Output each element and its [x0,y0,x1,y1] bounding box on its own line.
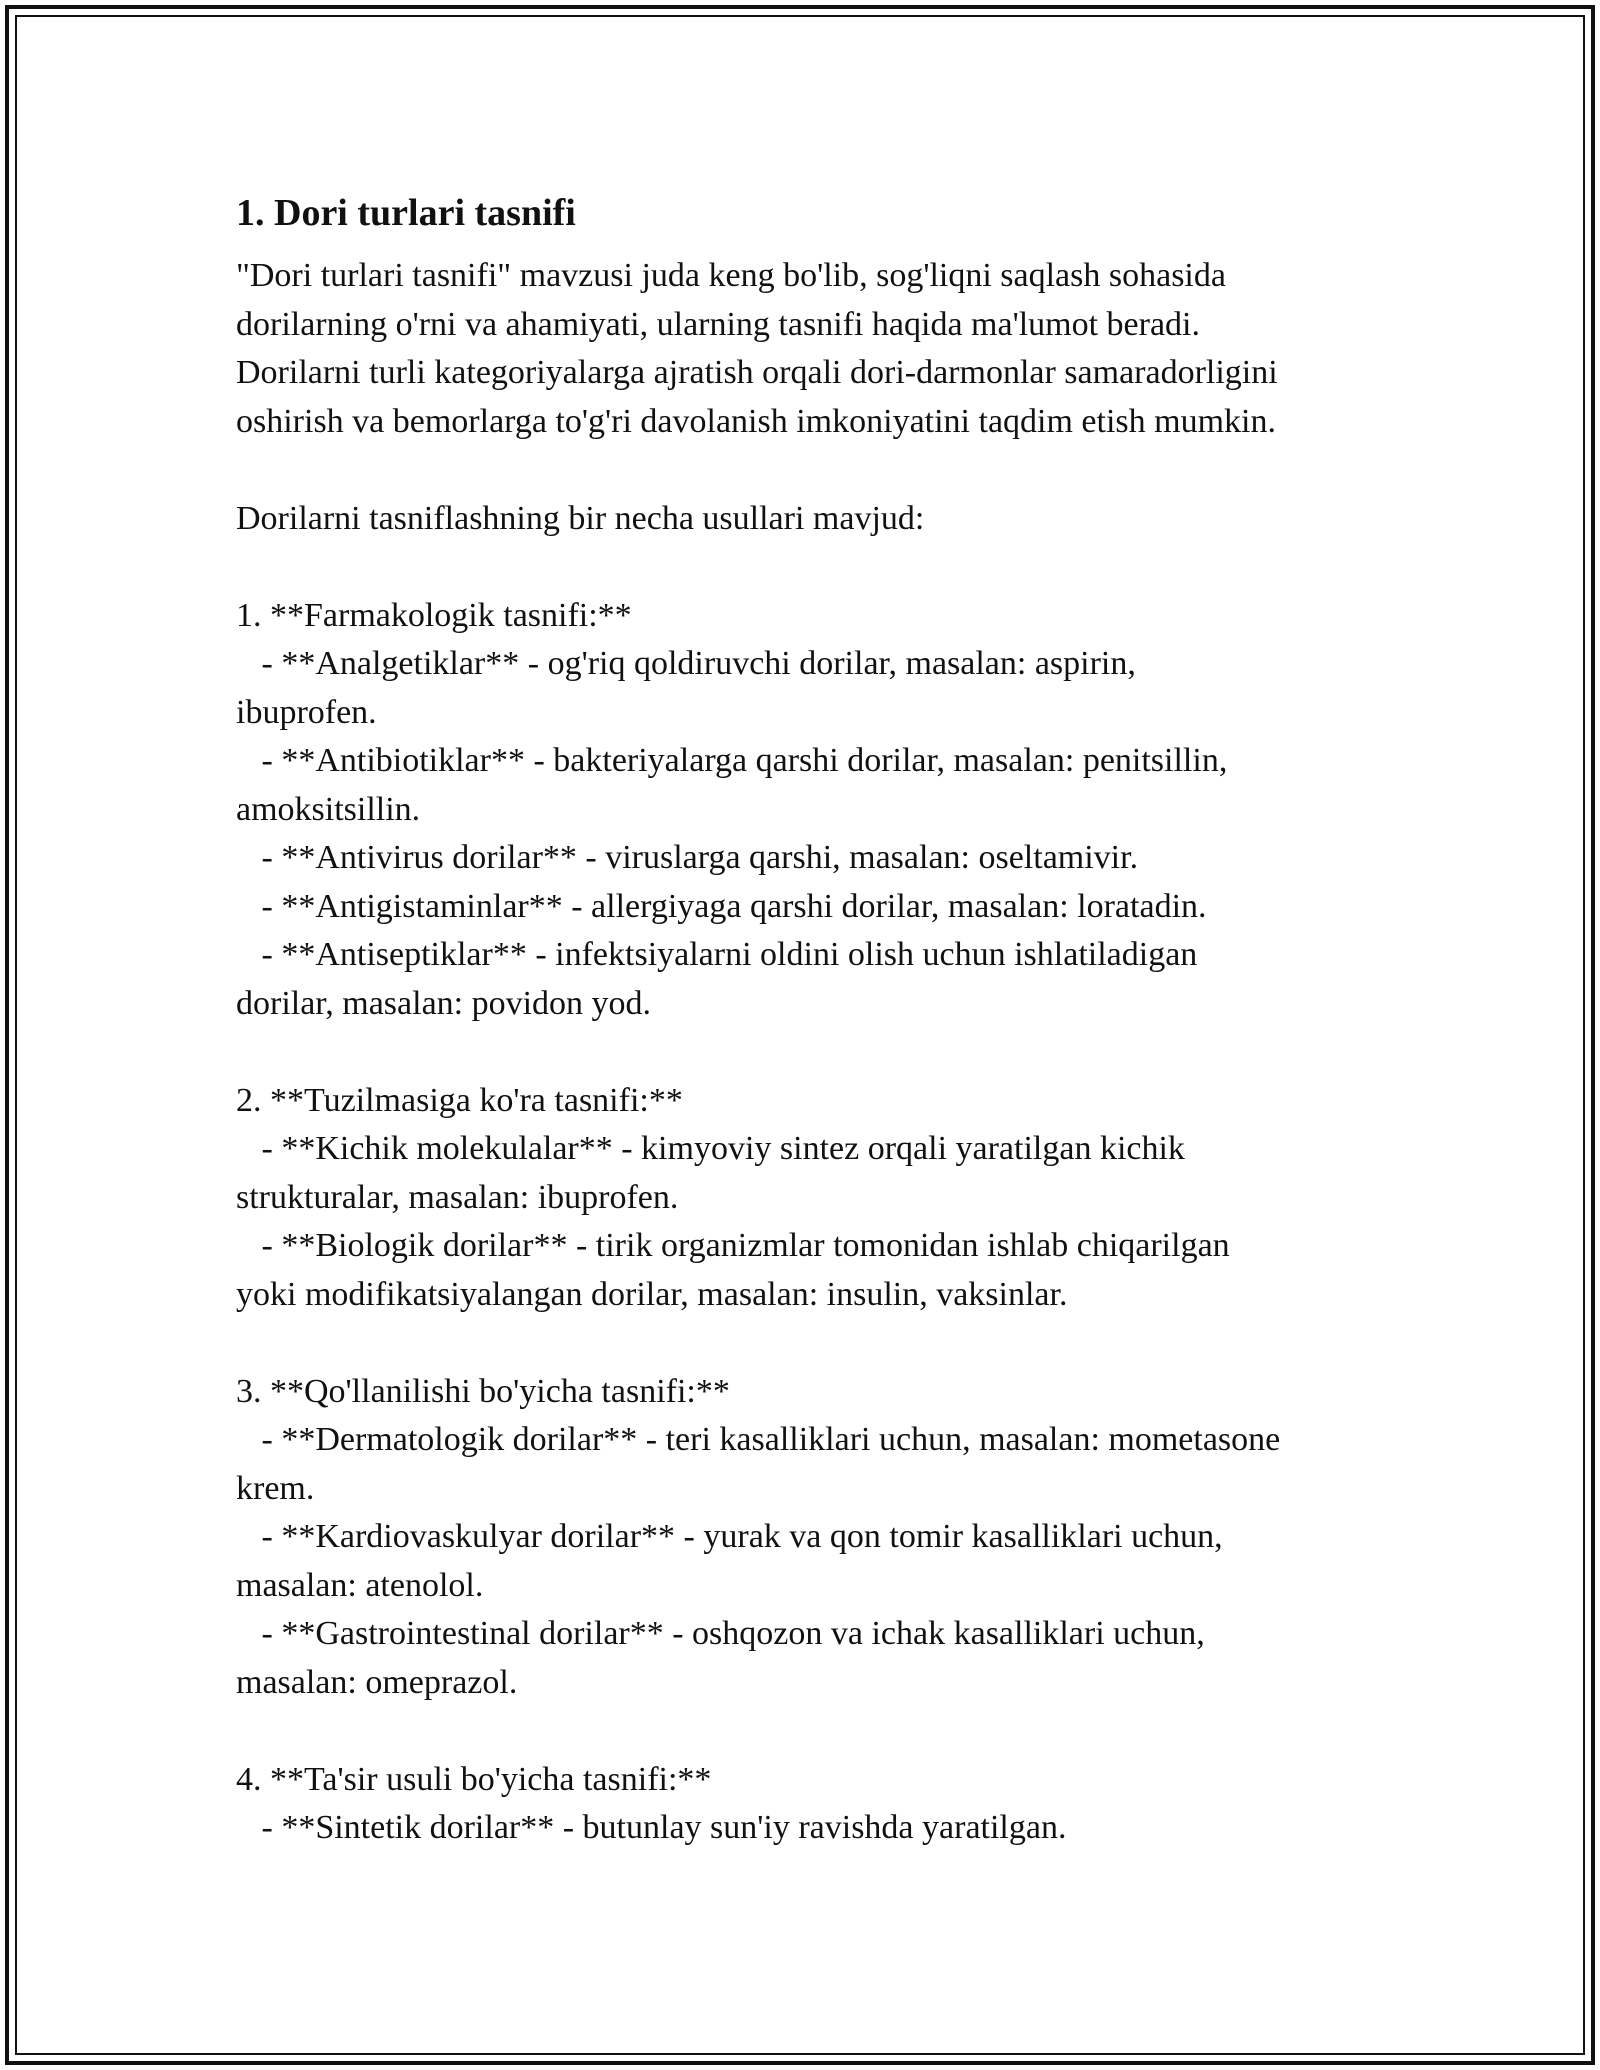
text-line: - **Biologik dorilar** - tirik organizmlar tomonidan ishlab chiqarilgan [236,1227,1230,1264]
text-line: krem. [236,1469,315,1507]
text-line: masalan: atenolol. [236,1566,484,1604]
text-line: - **Antigistaminlar** - allergiyaga qarshi dorilar, masalan: loratadin. [236,887,1207,925]
text-line: - **Gastrointestinal dorilar** - oshqozon va ichak kasalliklari uchun, [236,1615,1205,1652]
blank-line [236,1028,1386,1077]
blank-line [236,543,1386,592]
text-line: 1. **Farmakologik tasnifi:** [236,596,632,634]
blank-line [236,1707,1386,1756]
text-line: masalan: omeprazol. [236,1663,518,1701]
text-line: - **Antiseptiklar** - infektsiyalarni oldini olish uchun ishlatiladigan [236,936,1198,973]
text-line: dorilarning o'rni va ahamiyati, ularning tasnifi haqida ma'lumot beradi. [236,305,1200,343]
blank-line [236,1319,1386,1368]
text-line: yoki modifikatsiyalangan dorilar, masalan: insulin, vaksinlar. [236,1275,1068,1313]
document-body [236,186,1386,1853]
text-line: - **Analgetiklar** - og'riq qoldiruvchi dorilar, masalan: aspirin, [236,645,1136,682]
text-line: "Dori turlari tasnifi" mavzusi juda keng bo'lib, sog'liqni saqlash sohasida [236,257,1226,294]
text-line: 2. **Tuzilmasiga ko'ra tasnifi:** [236,1081,683,1119]
text-line: - **Antibiotiklar** - bakteriyalarga qarshi dorilar, masalan: penitsillin, [236,742,1228,779]
text-line: 3. **Qo'llanilishi bo'yicha tasnifi:** [236,1372,730,1410]
text-line: 4. **Ta'sir usuli bo'yicha tasnifi:** [236,1760,712,1798]
text-line: oshirish va bemorlarga to'g'ri davolanish imkoniyatini taqdim etish mumkin. [236,402,1276,440]
text-line: amoksitsillin. [236,790,421,828]
text-line: - **Antivirus dorilar** - viruslarga qarshi, masalan: oseltamivir. [236,839,1139,876]
text-line: Dorilarni tasniflashning bir necha usullari mavjud: [236,499,925,537]
text-line: Dorilarni turli kategoriyalarga ajratish orqali dori-darmonlar samaradorligini [236,354,1278,391]
text-line: dorilar, masalan: povidon yod. [236,984,652,1022]
text-line: - **Kardiovaskulyar dorilar** - yurak va qon tomir kasalliklari uchun, [236,1518,1223,1555]
document-title: 1. Dori turlari tasnifi [236,192,576,234]
document-text [236,252,1386,1853]
text-line: - **Dermatologik dorilar** - teri kasalliklari uchun, masalan: mometasone [236,1421,1281,1458]
text-line: - **Kichik molekulalar** - kimyoviy sintez orqali yaratilgan kichik [236,1130,1185,1167]
text-line: ibuprofen. [236,693,377,731]
text-line: - **Sintetik dorilar** - butunlay sun'iy ravishda yaratilgan. [236,1809,1067,1846]
blank-line [236,446,1386,495]
text-line: strukturalar, masalan: ibuprofen. [236,1178,679,1216]
